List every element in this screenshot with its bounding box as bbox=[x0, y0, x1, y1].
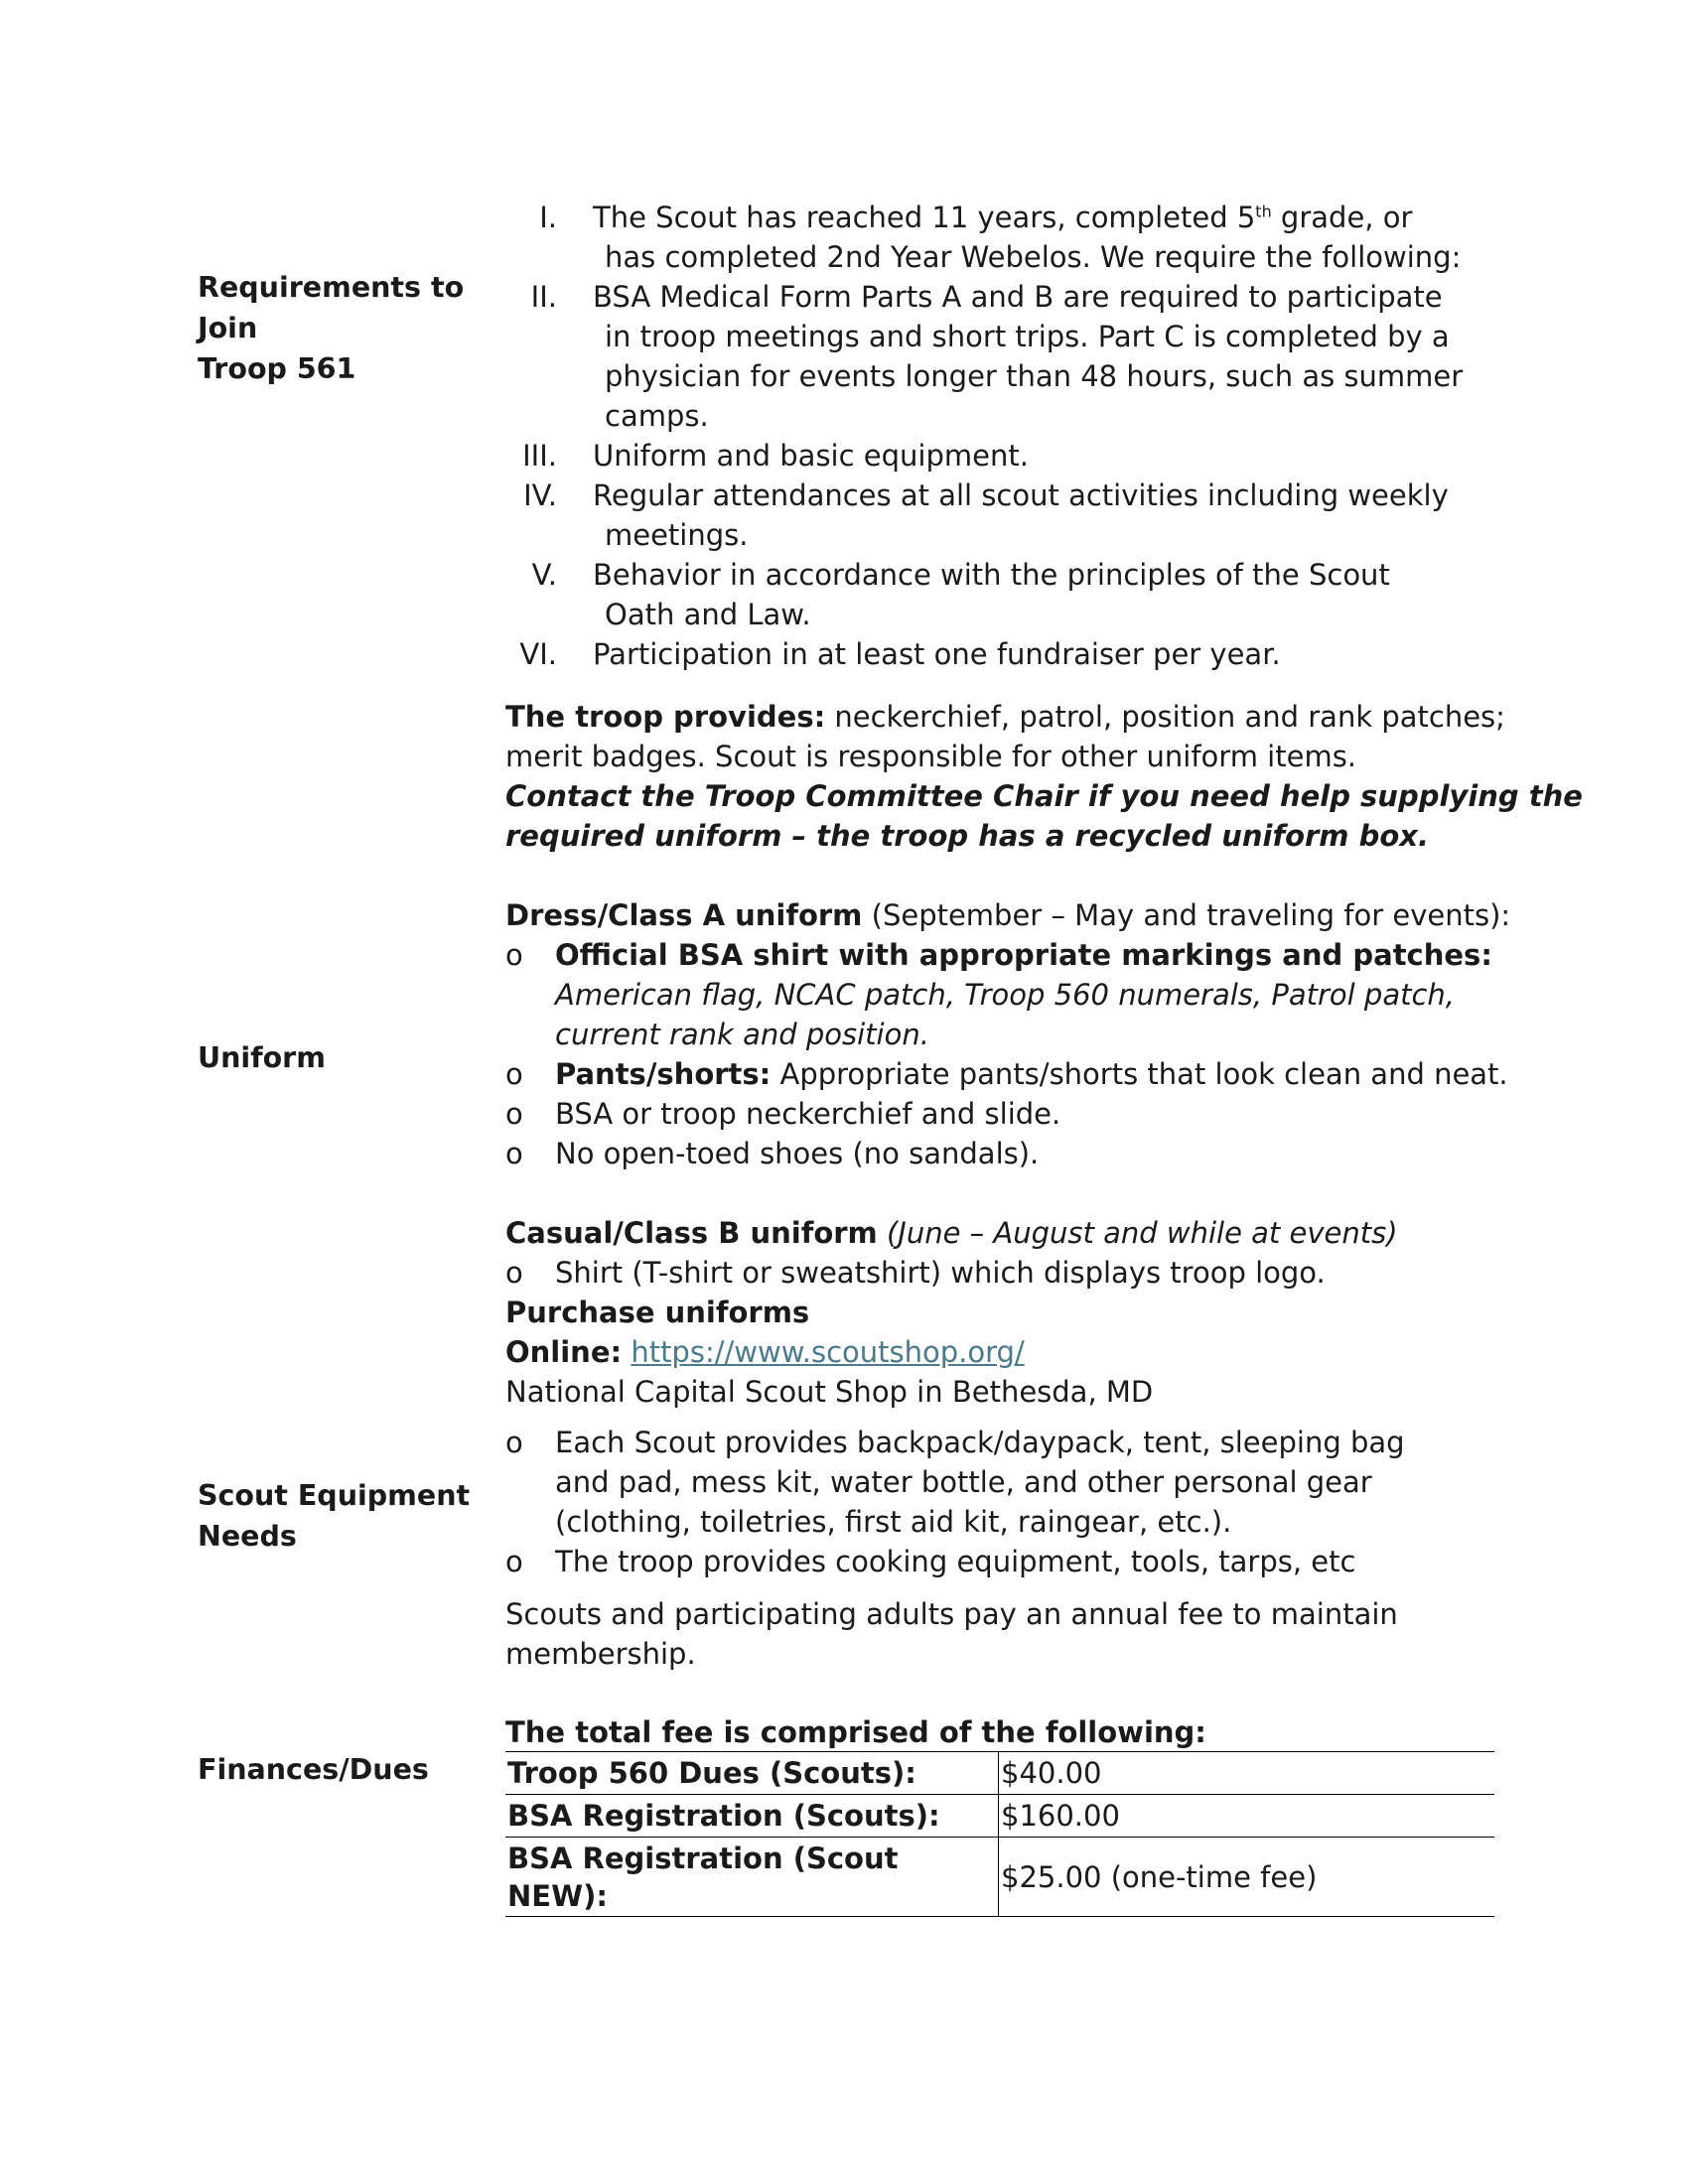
spacer bbox=[505, 856, 1498, 895]
bullet-text: and pad, mess kit, water bottle, and other personal gear bbox=[555, 1465, 1372, 1499]
bullet-icon: o bbox=[505, 1097, 523, 1131]
list-text: Oath and Law. bbox=[605, 598, 811, 631]
list-number: I. bbox=[539, 201, 557, 234]
text: No open-toed shoes (no sandals). bbox=[555, 1137, 1040, 1170]
requirements-list bbox=[505, 198, 1498, 674]
list-text: camps. bbox=[605, 399, 709, 433]
list-number: V. bbox=[531, 558, 557, 592]
bullet-text: American flag, NCAC patch, Troop 560 numerals, Patrol patch, bbox=[555, 978, 1456, 1012]
table-row bbox=[505, 1752, 1494, 1795]
list-text: BSA Medical Form Parts A and B are required to participate bbox=[593, 280, 1443, 314]
label-line: Needs bbox=[198, 1520, 297, 1553]
bullet-icon: o bbox=[505, 1057, 523, 1091]
text: (June – August and while at events) bbox=[877, 1216, 1398, 1250]
label-line: Troop 561 bbox=[198, 352, 356, 385]
superscript: th bbox=[1255, 202, 1272, 221]
bold-label: The troop provides: bbox=[505, 700, 826, 734]
table-row bbox=[505, 1795, 1494, 1838]
bullet-item bbox=[505, 1542, 1498, 1581]
class-b-heading bbox=[505, 1213, 1498, 1253]
uniform-section bbox=[505, 697, 1583, 1412]
list-text: physician for events longer than 48 hours, such as summer bbox=[605, 359, 1464, 393]
label-line: Requirements to Join bbox=[198, 271, 465, 344]
bold-label: Pants/shorts: bbox=[555, 1057, 772, 1091]
fee-amount: $25.00 (one-time fee) bbox=[999, 1838, 1495, 1917]
text: Appropriate pants/shorts that look clean and neat. bbox=[771, 1057, 1508, 1091]
label-finances: Finances/Dues bbox=[198, 1753, 429, 1786]
list-item bbox=[505, 476, 1498, 515]
spacer bbox=[505, 1173, 1498, 1213]
fee-item-line: NEW): bbox=[507, 1878, 608, 1913]
bold-label: Casual/Class B uniform bbox=[505, 1216, 878, 1250]
fee-item: Troop 560 Dues (Scouts): bbox=[505, 1752, 999, 1795]
label-requirements bbox=[198, 267, 505, 389]
equipment-section bbox=[505, 1423, 1498, 1581]
text: Shirt (T-shirt or sweatshirt) which displays troop logo. bbox=[555, 1256, 1326, 1290]
list-text: meetings. bbox=[605, 518, 749, 552]
list-number: III. bbox=[522, 439, 557, 473]
bold-label: Official BSA shirt with appropriate markings and patches: bbox=[555, 938, 1492, 972]
list-text: has completed 2nd Year Webelos. We require the following: bbox=[605, 240, 1462, 274]
label-line: Scout Equipment bbox=[198, 1479, 471, 1512]
bullet-item bbox=[505, 935, 1498, 975]
fee-amount: $40.00 bbox=[999, 1752, 1495, 1795]
text: The troop provides cooking equipment, tools, tarps, etc bbox=[555, 1545, 1356, 1578]
list-text: Participation in at least one fundraiser per year. bbox=[593, 637, 1281, 671]
list-text: Regular attendances at all scout activities including weekly bbox=[593, 478, 1449, 512]
list-number: II. bbox=[530, 280, 557, 314]
bold-label: Dress/Class A uniform bbox=[505, 898, 863, 932]
purchase-heading: Purchase uniforms bbox=[505, 1296, 810, 1329]
list-item bbox=[505, 634, 1498, 674]
fee-amount: $160.00 bbox=[999, 1795, 1495, 1838]
list-text: grade, or bbox=[1271, 201, 1413, 234]
finances-section bbox=[505, 1594, 1498, 1674]
list-item bbox=[505, 198, 1498, 237]
list-number: VI. bbox=[519, 637, 557, 671]
finance-intro: membership. bbox=[505, 1637, 696, 1671]
list-text: Behavior in accordance with the principles of the Scout bbox=[593, 558, 1390, 592]
bullet-item bbox=[505, 1423, 1498, 1462]
label-uniform: Uniform bbox=[198, 1041, 326, 1074]
bullet-icon: o bbox=[505, 938, 523, 972]
bullet-icon: o bbox=[505, 1256, 523, 1290]
text: Each Scout provides backpack/daypack, tent, sleeping bag bbox=[555, 1426, 1405, 1459]
label-equipment bbox=[198, 1475, 505, 1557]
scoutshop-link[interactable]: https://www.scoutshop.org/ bbox=[631, 1335, 1025, 1369]
provides-line-2: merit badges. Scout is responsible for other uniform items. bbox=[505, 740, 1357, 773]
bullet-icon: o bbox=[505, 1137, 523, 1170]
list-number: IV. bbox=[523, 478, 557, 512]
finance-intro: Scouts and participating adults pay an annual fee to maintain bbox=[505, 1597, 1398, 1631]
text: BSA or troop neckerchief and slide. bbox=[555, 1097, 1061, 1131]
list-text: The Scout has reached 11 years, completed 5 bbox=[593, 201, 1256, 234]
bullet-item bbox=[505, 1253, 1498, 1293]
bullet-icon: o bbox=[505, 1426, 523, 1459]
list-item bbox=[505, 436, 1498, 476]
text: neckerchief, patrol, position and rank patches; bbox=[825, 700, 1505, 734]
table-heading: The total fee is comprised of the following: bbox=[505, 1715, 1206, 1749]
bullet-item bbox=[505, 1134, 1498, 1173]
bullet-text: current rank and position. bbox=[555, 1018, 929, 1051]
contact-note: required uniform – the troop has a recycled uniform box. bbox=[505, 819, 1430, 853]
fee-table bbox=[505, 1751, 1494, 1917]
fee-table-block bbox=[505, 1713, 1498, 1917]
online-line bbox=[505, 1332, 1498, 1372]
list-item bbox=[505, 555, 1498, 595]
fee-item: BSA Registration (Scouts): bbox=[505, 1795, 999, 1838]
list-item bbox=[505, 277, 1498, 317]
list-text: Uniform and basic equipment. bbox=[593, 439, 1029, 473]
fee-item bbox=[505, 1838, 999, 1917]
bullet-item bbox=[505, 1054, 1508, 1094]
table-row bbox=[505, 1838, 1494, 1917]
provides-line bbox=[505, 697, 1505, 737]
contact-note: Contact the Troop Committee Chair if you need help supplying the bbox=[505, 779, 1583, 813]
bullet-item bbox=[505, 1094, 1498, 1134]
bold-label: Online: bbox=[505, 1335, 623, 1369]
class-a-heading bbox=[505, 895, 1511, 935]
bullet-icon: o bbox=[505, 1545, 523, 1578]
shop-line: National Capital Scout Shop in Bethesda, MD bbox=[505, 1375, 1154, 1409]
bullet-text: (clothing, toiletries, first aid kit, raingear, etc.). bbox=[555, 1505, 1232, 1539]
fee-item-line: BSA Registration (Scout bbox=[507, 1841, 899, 1875]
list-text: in troop meetings and short trips. Part C is completed by a bbox=[605, 320, 1450, 353]
text: (September – May and traveling for events): bbox=[862, 898, 1511, 932]
